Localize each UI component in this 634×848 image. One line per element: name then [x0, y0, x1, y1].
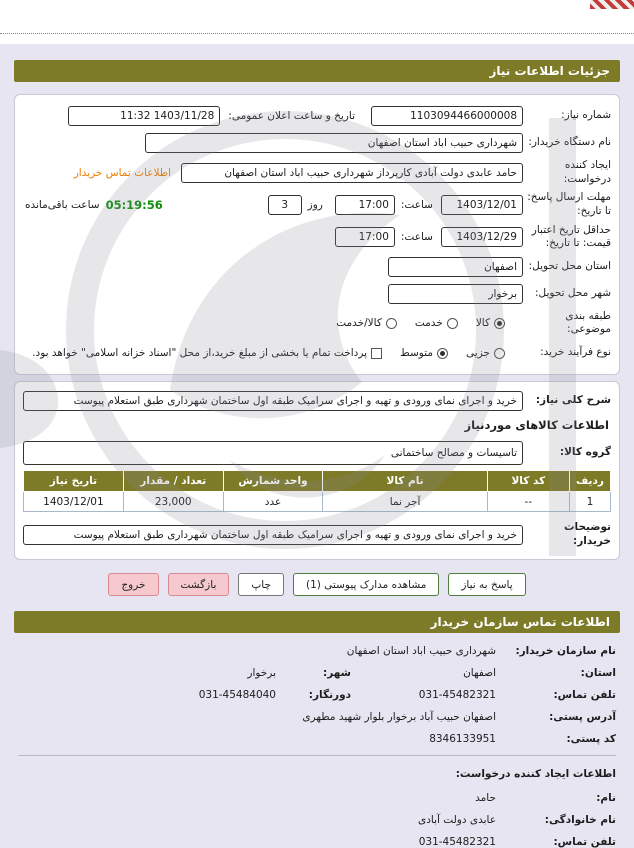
row-buyer-org — [23, 132, 611, 154]
goods-group-field[interactable]: تاسیسات و مصالح ساختمانی — [23, 441, 523, 465]
row-org-name — [18, 645, 616, 657]
delivery-province-label: استان محل تحویل: — [528, 260, 611, 273]
print-button[interactable]: چاپ — [238, 573, 284, 596]
need-summary-label: شرح کلی نیاز: — [535, 394, 611, 407]
row-phone-fax — [18, 689, 616, 701]
radio-icon — [447, 318, 458, 329]
creator-phone-value: 031-45482321 — [418, 836, 496, 848]
cell-quantity: 23,000 — [123, 492, 223, 512]
treasury-checkbox-option[interactable] — [32, 347, 382, 359]
back-button[interactable]: بازگشت — [168, 573, 230, 596]
row-need-summary — [23, 390, 611, 412]
row-first-name — [18, 792, 616, 804]
goods-group-label: گروه کالا: — [559, 446, 611, 459]
days-field[interactable]: 3 — [268, 195, 302, 215]
subject-category-label: طبقه بندی موضوعی: — [565, 309, 611, 336]
row-goods-group — [23, 441, 611, 465]
reply-deadline-label: مهلت ارسال پاسخ: تا تاریخ: — [527, 191, 611, 217]
row-price-validity — [23, 224, 611, 251]
col-header-unit: واحد شمارش — [223, 471, 323, 492]
postal-code-label: کد پستی: — [566, 733, 616, 746]
fax-value: 031-45484040 — [198, 689, 276, 702]
radio-icon — [494, 348, 505, 359]
radio-option-goods-label: کالا — [475, 317, 490, 330]
radio-option-minor-label: جزیی — [466, 347, 490, 360]
row-creator-phone — [18, 836, 616, 848]
cell-item-code: -- — [487, 492, 569, 512]
last-name-label: نام خانوادگی: — [544, 814, 616, 827]
goods-panel — [14, 381, 620, 560]
cell-unit: عدد — [223, 492, 323, 512]
col-header-item-name: نام کالا — [323, 471, 487, 492]
reply-deadline-time-field[interactable]: 17:00 — [335, 195, 395, 215]
creator-info-heading: اطلاعات ایجاد کننده درخواست: — [455, 768, 616, 781]
radio-option-service-label: خدمت — [414, 317, 443, 330]
fax-label: دورنگار: — [308, 689, 351, 702]
announce-datetime-label: تاریخ و ساعت اعلان عمومی: — [228, 110, 355, 122]
request-creator-label: ایجاد کننده درخواست: — [563, 159, 611, 185]
announce-datetime-field[interactable]: 1403/11/28 11:32 — [68, 106, 220, 126]
phone-value: 031-45482321 — [418, 689, 496, 702]
section-divider — [18, 755, 616, 756]
contact-section-header — [14, 611, 620, 633]
purchase-process-label: نوع فرآیند خرید: — [540, 346, 611, 359]
row-delivery-province — [23, 256, 611, 278]
need-summary-field[interactable]: خرید و اجرای نمای ورودی و تهیه و اجرای سرامیک طبقه اول ساختمان شهرداری طبق استعلام پیوست — [23, 391, 523, 411]
postal-address-label: آدرس پستی: — [549, 711, 616, 724]
contact-section-title: اطلاعات تماس سازمان خریدار — [430, 615, 610, 630]
goods-section-heading: اطلاعات کالاهای موردنیاز — [464, 418, 609, 433]
buyer-org-field[interactable]: شهرداری حبیب اباد استان اصفهان — [145, 133, 523, 153]
city-label: شهر: — [323, 667, 351, 680]
org-name-label: نام سازمان خریدار: — [515, 645, 616, 658]
city-value: برخوار — [247, 667, 276, 680]
row-delivery-city — [23, 283, 611, 305]
buyer-note-field[interactable]: خرید و اجرای نمای ورودی و تهیه و اجرای سرامیک طبقه اول ساختمان شهرداری طبق استعلام پیوست — [23, 525, 523, 545]
goods-table — [23, 470, 611, 512]
need-details-panel — [14, 94, 620, 375]
price-validity-time-field[interactable]: 17:00 — [335, 227, 395, 247]
reply-deadline-time-label: ساعت: — [400, 198, 433, 211]
row-subject-category — [23, 310, 611, 337]
days-label: روز — [307, 198, 323, 211]
action-buttons — [14, 573, 620, 596]
cell-need-date: 1403/12/01 — [24, 492, 124, 512]
dotted-cut-line — [0, 33, 634, 34]
radio-checked-icon — [494, 318, 505, 329]
row-need-number — [23, 105, 611, 127]
radio-option-service[interactable] — [415, 317, 458, 329]
price-validity-date-field[interactable]: 1403/12/29 — [441, 227, 523, 247]
radio-option-goods-service-label: کالا/خدمت — [336, 317, 382, 330]
row-purchase-process — [23, 342, 611, 364]
creator-phone-label: تلفن تماس: — [553, 836, 616, 848]
col-header-row-no: ردیف — [569, 471, 610, 492]
details-section-title: جزئیات اطلاعات نیاز — [489, 64, 610, 78]
row-postal-code — [18, 733, 616, 745]
price-validity-time-label: ساعت: — [400, 231, 433, 244]
col-header-quantity: تعداد / مقدار — [123, 471, 223, 492]
buyer-contact-info — [14, 633, 620, 848]
corner-ribbon — [590, 0, 634, 9]
radio-icon — [386, 318, 397, 329]
need-number-label: شماره نیاز: — [561, 109, 611, 122]
last-name-value: عابدی دولت آبادی — [418, 814, 496, 827]
phone-label: تلفن تماس: — [553, 689, 616, 702]
radio-option-medium[interactable] — [400, 347, 448, 359]
buyer-note-label: توضیحات خریدار: — [563, 521, 611, 547]
checkbox-icon — [371, 348, 382, 359]
print-margin-strip — [0, 0, 634, 44]
radio-option-goods-service[interactable] — [336, 317, 397, 329]
radio-option-minor[interactable] — [466, 347, 505, 359]
need-number-field[interactable]: 1103094466000008 — [371, 106, 523, 126]
radio-option-goods[interactable] — [476, 317, 505, 329]
org-name-value: شهرداری حبیب اباد استان اصفهان — [346, 645, 496, 658]
first-name-label: نام: — [596, 792, 616, 805]
reply-deadline-date-field[interactable]: 1403/12/01 — [441, 195, 523, 215]
radio-option-medium-label: متوسط — [400, 347, 434, 360]
postal-address-value: اصفهان حبیب آباد برخوار بلوار شهید مطهری — [302, 711, 496, 724]
remaining-time — [23, 198, 163, 212]
remaining-time-label: ساعت باقی‌مانده — [25, 198, 100, 211]
col-header-item-code: کد کالا — [487, 471, 569, 492]
delivery-province-field[interactable]: اصفهان — [388, 257, 523, 277]
postal-code-value: 8346133951 — [429, 733, 496, 746]
buyer-contact-link[interactable]: اطلاعات تماس خریدار — [73, 166, 171, 179]
exit-button[interactable]: خروج — [108, 573, 158, 596]
delivery-city-label: شهر محل تحویل: — [535, 287, 611, 300]
row-postal-address — [18, 711, 616, 723]
remaining-time-value: 05:19:56 — [105, 197, 163, 212]
buyer-org-label: نام دستگاه خریدار: — [528, 136, 611, 149]
row-province-city — [18, 667, 616, 679]
cell-item-name: آجر نما — [323, 492, 487, 512]
price-validity-label: حداقل تاریخ اعتبار قیمت: تا تاریخ: — [531, 223, 611, 250]
details-section-header — [14, 60, 620, 82]
row-request-creator — [23, 159, 611, 186]
request-creator-field[interactable]: حامد عابدی دولت آبادی کارپرداز شهرداری حبیب اباد استان اصفهان — [181, 163, 523, 183]
goods-table-row — [24, 492, 611, 512]
cell-row-no: 1 — [569, 492, 610, 512]
page-content — [0, 44, 634, 848]
delivery-city-field[interactable]: برخوار — [388, 284, 523, 304]
goods-table-header-row — [24, 471, 611, 492]
respond-button[interactable]: پاسخ به نیاز — [448, 573, 525, 596]
row-buyer-note — [23, 521, 611, 548]
treasury-note-label: پرداخت تمام یا بخشی از مبلغ خرید،از محل "اسناد خزانه اسلامی" خواهد بود. — [32, 347, 368, 360]
row-last-name — [18, 814, 616, 826]
first-name-value: حامد — [475, 792, 496, 805]
col-header-need-date: تاریخ نیاز — [24, 471, 124, 492]
province-label: استان: — [580, 667, 616, 680]
view-attachments-button[interactable]: مشاهده مدارک پیوستی (1) — [293, 573, 439, 596]
province-value: اصفهان — [463, 667, 496, 680]
row-reply-deadline — [23, 191, 611, 218]
radio-checked-icon — [437, 348, 448, 359]
